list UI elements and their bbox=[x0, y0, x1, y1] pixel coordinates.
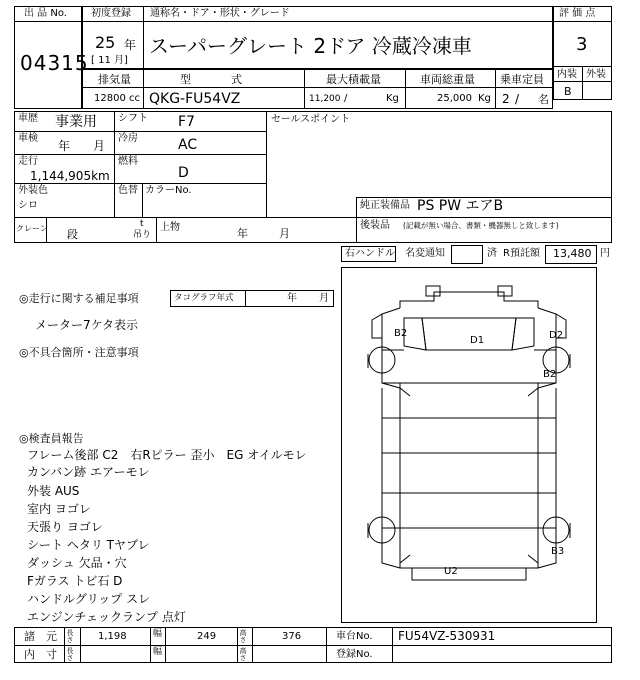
ext-color: シロ bbox=[18, 200, 38, 211]
eval-label: 評 価 点 bbox=[559, 8, 596, 19]
first-reg-year: 25 bbox=[95, 33, 116, 52]
displacement-unit: cc bbox=[129, 93, 140, 104]
length: 1,198 bbox=[98, 631, 127, 642]
tachograph-year: 年 bbox=[287, 293, 297, 304]
fuel-label: 燃料 bbox=[118, 156, 138, 167]
capacity-unit: 名 bbox=[538, 93, 549, 106]
inspector-line: フレーム後部 C2 右Rピラー 歪小 EG オイルモレ bbox=[27, 448, 307, 462]
crane-dan: 段 bbox=[67, 228, 78, 241]
year-unit: 年 bbox=[124, 38, 137, 52]
capacity-slash: / bbox=[515, 92, 520, 106]
history-label: 車歴 bbox=[18, 113, 38, 124]
shift-label: シフト bbox=[118, 113, 148, 124]
inspector-line: ハンドルグリップ スレ bbox=[27, 592, 151, 606]
upper-body-year: 年 bbox=[237, 227, 248, 240]
shift: F7 bbox=[178, 114, 195, 130]
gvw-label: 車両総重量 bbox=[420, 73, 475, 86]
damage-label-d2: D2 bbox=[549, 330, 564, 341]
dims-label: 内 寸 bbox=[24, 648, 57, 661]
chassis-number: FU54VZ-530931 bbox=[398, 629, 496, 643]
inspection-month: 月 bbox=[93, 139, 106, 153]
interior-grade: B bbox=[564, 85, 572, 98]
height-label: 高さ bbox=[239, 629, 247, 643]
vehicle-name: スーパーグレート 2ドア 冷蔵冷凍車 bbox=[149, 34, 472, 58]
damage-label-d1: D1 bbox=[470, 335, 485, 346]
inspector-line: 外装 AUS bbox=[27, 484, 80, 498]
inspector-line: 天張り ヨゴレ bbox=[27, 520, 103, 534]
inspection-label: 車検 bbox=[18, 133, 38, 144]
first-reg-month: [ 11 月] bbox=[91, 55, 128, 66]
defects-title: ◎不具合箇所・注意事項 bbox=[19, 346, 139, 359]
ac: AC bbox=[178, 137, 198, 153]
lot-label: 出 品 No. bbox=[24, 8, 67, 19]
aftermarket-label: 後装品 bbox=[360, 220, 390, 231]
mileage-label: 走行 bbox=[18, 156, 38, 167]
fuel: D bbox=[178, 165, 189, 181]
max-load-unit: Kg bbox=[386, 93, 399, 104]
inspector-line: シート ヘタリ Tヤブレ bbox=[27, 538, 150, 552]
ac-label: 冷房 bbox=[118, 133, 138, 144]
inspection-year: 年 bbox=[58, 139, 71, 153]
rhd-label: 右ハンドル bbox=[345, 248, 395, 259]
model-code: QKG-FU54VZ bbox=[149, 91, 241, 107]
width: 249 bbox=[197, 631, 217, 642]
inspector-title: ◎検査員報告 bbox=[19, 432, 84, 445]
inspector-line: カンバン跡 エアーモレ bbox=[27, 465, 150, 479]
max-load-label: 最大積載量 bbox=[326, 73, 381, 86]
capacity: 2 bbox=[502, 92, 510, 106]
eval-score: 3 bbox=[576, 34, 588, 55]
recycle-label: R預託額 bbox=[503, 248, 540, 259]
color-no-label: カラーNo. bbox=[145, 185, 192, 196]
displacement-label: 排気量 bbox=[98, 73, 131, 86]
damage-diagram bbox=[341, 267, 597, 623]
inspector-line: ダッシュ 欠品・穴 bbox=[27, 556, 127, 570]
lot-number: 04315 bbox=[20, 51, 89, 75]
vehicle-name-label: 通称名・ドア・形状・グレード bbox=[150, 8, 290, 19]
damage-label-b2-left: B2 bbox=[394, 328, 408, 339]
inspector-line: エンジンチェックランプ 点灯 bbox=[27, 610, 186, 624]
interior-label: 内装 bbox=[557, 69, 577, 80]
first-reg-label: 初度登録 bbox=[91, 8, 131, 19]
driving-notes-title: ◎走行に関する補足事項 bbox=[19, 292, 139, 305]
crane-t: t bbox=[140, 219, 144, 229]
inspector-line: Fガラス トビ石 D bbox=[27, 574, 123, 588]
specs-label: 諸 元 bbox=[24, 630, 57, 643]
name-change-box bbox=[451, 245, 483, 264]
crane-label: クレーン bbox=[16, 224, 48, 233]
aftermarket-note: (記載が無い場合、書類・機器無しと致します) bbox=[403, 221, 559, 230]
damage-label-b2-right: B2 bbox=[543, 369, 557, 380]
chassis-label: 車台No. bbox=[336, 631, 373, 642]
gvw: 25,000 bbox=[437, 93, 472, 104]
gvw-unit: Kg bbox=[478, 93, 491, 104]
max-load: 11,200 bbox=[309, 94, 341, 104]
height: 376 bbox=[282, 631, 302, 642]
dim-height-label: 高さ bbox=[239, 647, 247, 661]
equipment-label: 純正装備品 bbox=[360, 200, 410, 211]
registration-label: 登録No. bbox=[336, 649, 373, 660]
upper-body-label: 上物 bbox=[160, 222, 180, 233]
tachograph-month: 月 bbox=[319, 293, 329, 304]
sales-point-label: セールスポイント bbox=[271, 114, 351, 125]
dim-length-label: 長さ bbox=[66, 647, 74, 661]
history: 事業用 bbox=[55, 114, 97, 130]
model-label: 型 式 bbox=[180, 73, 248, 86]
exterior-label: 外装 bbox=[586, 69, 606, 80]
ext-color-label: 外装色 bbox=[18, 185, 48, 196]
meter-note: メーター7ケタ表示 bbox=[35, 318, 139, 332]
color-change-label: 色替 bbox=[118, 185, 138, 196]
recycle-mark: 済 bbox=[487, 248, 497, 259]
damage-label-u2: U2 bbox=[444, 566, 458, 577]
capacity-label: 乗車定員 bbox=[500, 73, 544, 86]
equipment: PS PW エアB bbox=[417, 198, 504, 214]
max-load-slash: / bbox=[344, 93, 348, 104]
length-label: 長さ bbox=[66, 629, 74, 643]
recycle-amount: 13,480 bbox=[553, 247, 592, 260]
yen-label: 円 bbox=[600, 248, 610, 259]
damage-label-b3: B3 bbox=[551, 546, 565, 557]
name-change-label: 名変通知 bbox=[405, 248, 445, 259]
displacement: 12800 bbox=[94, 93, 126, 104]
upper-body-month: 月 bbox=[279, 227, 290, 240]
inspector-line: 室内 ヨゴレ bbox=[27, 502, 91, 516]
crane-tsuri: 吊り bbox=[133, 230, 152, 240]
mileage: 1,144,905km bbox=[30, 169, 110, 183]
width-label: 幅 bbox=[153, 629, 163, 639]
truck-diagram bbox=[342, 268, 596, 622]
tachograph-label: タコグラフ年式 bbox=[174, 293, 234, 303]
dim-width-label: 幅 bbox=[153, 647, 163, 657]
